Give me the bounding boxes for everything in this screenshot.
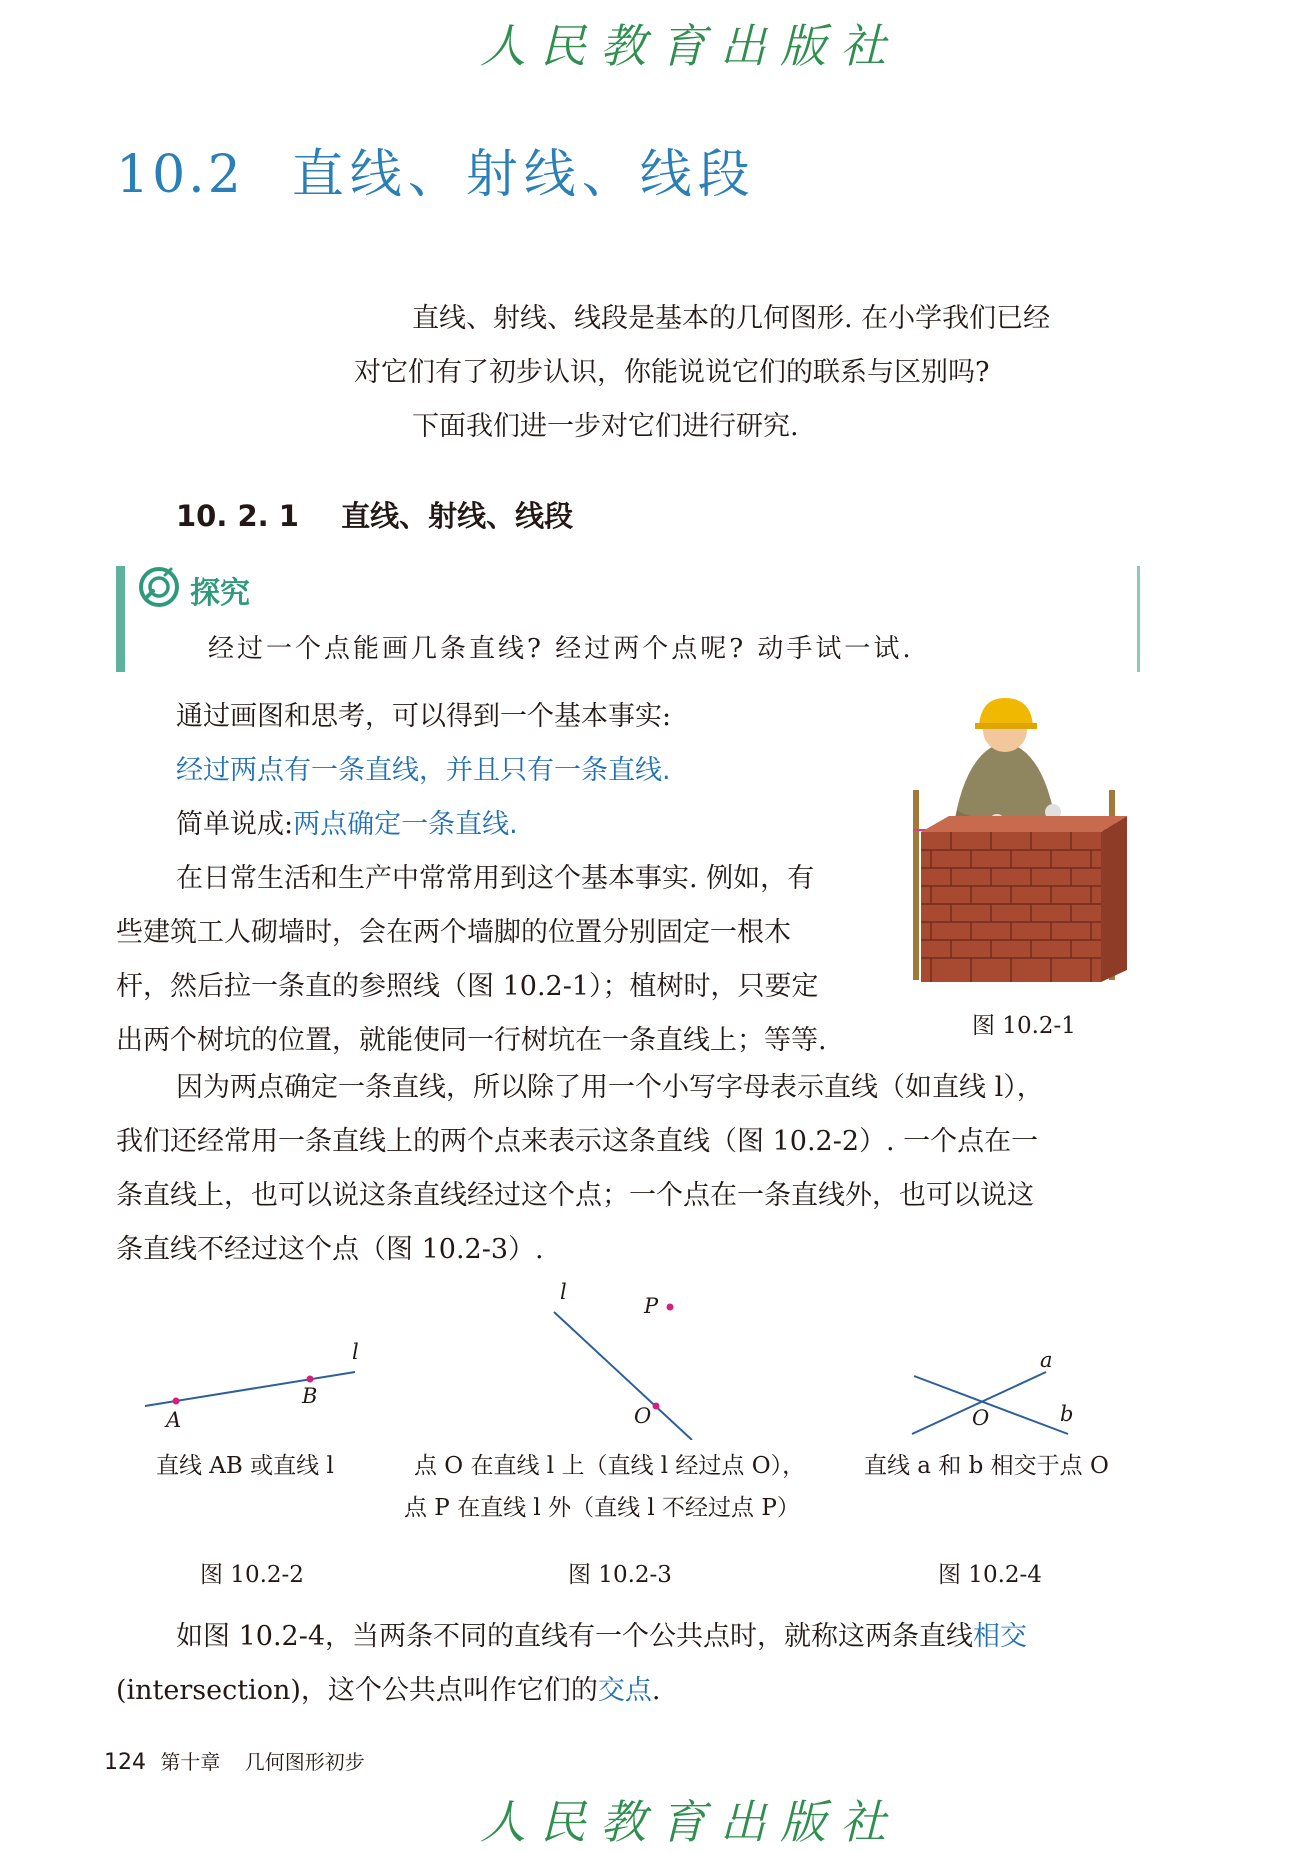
intro-line-2: 对它们有了初步认识，你能说说它们的联系与区别吗? [354,357,990,388]
label-a: A [166,1408,182,1432]
publisher-watermark-bottom: 人民教育出版社 [480,1795,900,1849]
point-a [173,1398,180,1405]
body1-line4: 在日常生活和生产中常常用到这个基本事实. 例如，有 [176,863,815,894]
figure-10-2-3-desc-2: 点 P 在直线 l 外（直线 l 不经过点 P） [404,1495,800,1521]
figure-10-2-4-caption: 图 10.2-4 [938,1562,1042,1588]
label-a: a [1040,1348,1053,1372]
label-b: b [1060,1402,1074,1426]
label-l: l [560,1280,567,1304]
section-title-text: 直线、射线、线段 [291,145,756,205]
point-p [667,1304,674,1311]
point-b [307,1376,314,1383]
point-o [653,1403,660,1410]
subsection-title: 直线、射线、线段 [341,499,574,533]
section-title [116,132,756,207]
short-fact: 两点确定一条直线. [293,809,518,840]
intro-paragraph [354,292,1154,454]
intro-line-3: 下面我们进一步对它们进行研究. [412,411,799,442]
body1-line5: 些建筑工人砌墙时，会在两个墙脚的位置分别固定一根木 [116,917,791,948]
explore-left-bar [116,566,125,672]
body2-line4: 条直线不经过这个点（图 10.2-3）. [116,1234,544,1265]
body1-line6: 杆，然后拉一条直的参照线（图 10.2-1）；植树时，只要定 [116,971,819,1002]
page-footer [104,1746,365,1775]
line-l [554,1312,692,1440]
body1-line7: 出两个树坑的位置，就能使同一行树坑在一条直线上；等等. [116,1025,827,1056]
label-b: B [302,1384,318,1408]
body3-line2 [116,1664,1166,1718]
left-pole [913,790,919,980]
intro-line-1: 直线、射线、线段是基本的几何图形. 在小学我们已经 [412,303,1051,334]
label-l: l [352,1340,359,1364]
footer-title: 几何图形初步 [244,1750,365,1774]
body2-line3: 条直线上，也可以说这条直线经过这个点；一个点在一条直线外，也可以说这 [116,1180,1034,1211]
explore-right-bar [1137,566,1140,672]
figure-10-2-2 [130,1330,390,1440]
figure-10-2-1-caption: 图 10.2-1 [972,1013,1076,1039]
body3-line2-text: (intersection)，这个公共点叫作它们的 [116,1675,598,1706]
term-intersection: 相交 [973,1621,1027,1652]
section-number: 10.2 [116,145,244,205]
explore-question: 经过一个点能画几条直线? 经过两个点呢? 动手试一试. [208,634,914,664]
explore-icon [138,566,180,608]
body2-line1: 因为两点确定一条直线，所以除了用一个小写字母表示直线（如直线 l）， [176,1072,1044,1103]
figure-10-2-4-desc: 直线 a 和 b 相交于点 O [864,1453,1109,1479]
figure-10-2-3 [540,1280,720,1440]
footer-chapter: 第十章 [160,1750,221,1774]
body2-line2: 我们还经常用一条直线上的两个点来表示这条直线（图 10.2-2）. 一个点在一 [116,1126,1039,1157]
figure-10-2-2-caption: 图 10.2-2 [200,1562,304,1588]
subsection-number: 10. 2. 1 [176,499,299,533]
figure-10-2-3-desc-1: 点 O 在直线 l 上（直线 l 经过点 O）， [414,1453,806,1479]
hardhat [979,698,1033,726]
body-block-1 [116,690,896,1068]
basic-fact: 经过两点有一条直线，并且只有一条直线. [176,755,671,786]
body3-line2-end: . [651,1675,661,1706]
figure-10-2-2-desc: 直线 AB 或直线 l [156,1453,334,1479]
term-intersection-point: 交点 [597,1675,652,1706]
line-b [914,1376,1068,1434]
body-block-2 [116,1061,1166,1277]
explore-title: 探究 [190,576,250,611]
basic-fact-short [116,798,896,852]
body-block-3 [116,1610,1166,1718]
body3-line1-text: 如图 10.2-4，当两条不同的直线有一个公共点时，就称这两条直线 [176,1621,973,1652]
label-o: O [972,1406,990,1430]
figure-10-2-3-caption: 图 10.2-3 [568,1562,672,1588]
body3-line1 [116,1610,1166,1664]
figure-10-2-4 [900,1350,1100,1440]
subsection-heading [176,494,573,535]
body1-line1: 通过画图和思考，可以得到一个基本事实: [176,701,672,732]
label-p: P [644,1294,659,1318]
label-o: O [634,1404,652,1428]
page-number: 124 [104,1750,146,1775]
publisher-watermark-top: 人民教育出版社 [480,19,900,73]
short-prefix: 简单说成: [176,809,294,840]
figure-10-2-1-illustration [905,690,1145,990]
